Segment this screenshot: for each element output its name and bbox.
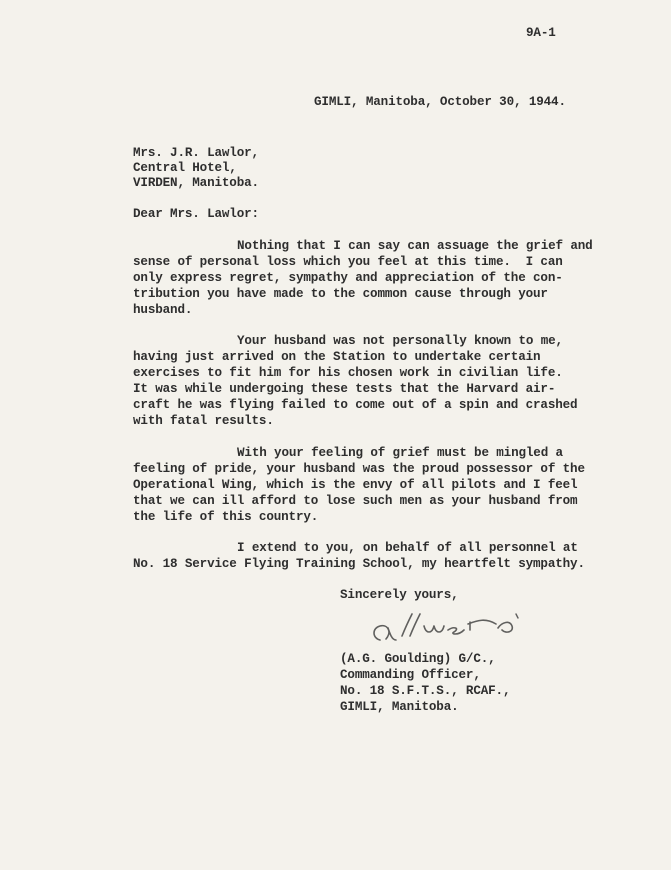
signatory-location: GIMLI, Manitoba. xyxy=(340,700,459,714)
closing: Sincerely yours, xyxy=(340,588,459,602)
paragraph-line: With your feeling of grief must be mingled a xyxy=(237,446,563,460)
paragraph-line: the life of this country. xyxy=(133,510,319,524)
paragraph-line: Your husband was not personally known to me, xyxy=(237,334,563,348)
paragraph-line: sense of personal loss which you feel at this time. I can xyxy=(133,255,563,269)
signatory-name: (A.G. Goulding) G/C., xyxy=(340,652,496,666)
paragraph-line: Nothing that I can say can assuage the grief and xyxy=(237,239,593,253)
recipient-hotel: Central Hotel, xyxy=(133,161,237,175)
paragraph-line: husband. xyxy=(133,303,193,317)
paragraph-line: I extend to you, on behalf of all personnel at xyxy=(237,541,578,555)
date-line: GIMLI, Manitoba, October 30, 1944. xyxy=(314,95,566,109)
paragraph-line: It was while undergoing these tests that the Harvard air- xyxy=(133,382,556,396)
paragraph-line: that we can ill afford to lose such men as your husband from xyxy=(133,494,578,508)
paragraph-line: tribution you have made to the common cause through your xyxy=(133,287,548,301)
paragraph-line: only express regret, sympathy and appreciation of the con- xyxy=(133,271,563,285)
paragraph-line: craft he was flying failed to come out of a spin and crashed xyxy=(133,398,578,412)
recipient-city: VIRDEN, Manitoba. xyxy=(133,176,259,190)
handwritten-signature xyxy=(366,604,566,649)
paragraph-line: Operational Wing, which is the envy of all pilots and I feel xyxy=(133,478,578,492)
paragraph-line: No. 18 Service Flying Training School, my heartfelt sympathy. xyxy=(133,557,585,571)
paragraph-line: with fatal results. xyxy=(133,414,274,428)
salutation: Dear Mrs. Lawlor: xyxy=(133,207,259,221)
paragraph-line: having just arrived on the Station to undertake certain xyxy=(133,350,541,364)
signatory-title: Commanding Officer, xyxy=(340,668,481,682)
recipient-name: Mrs. J.R. Lawlor, xyxy=(133,146,259,160)
page-number: 9A-1 xyxy=(526,26,556,40)
signatory-unit: No. 18 S.F.T.S., RCAF., xyxy=(340,684,511,698)
paragraph-line: feeling of pride, your husband was the proud possessor of the xyxy=(133,462,585,476)
paragraph-line: exercises to fit him for his chosen work in civilian life. xyxy=(133,366,563,380)
